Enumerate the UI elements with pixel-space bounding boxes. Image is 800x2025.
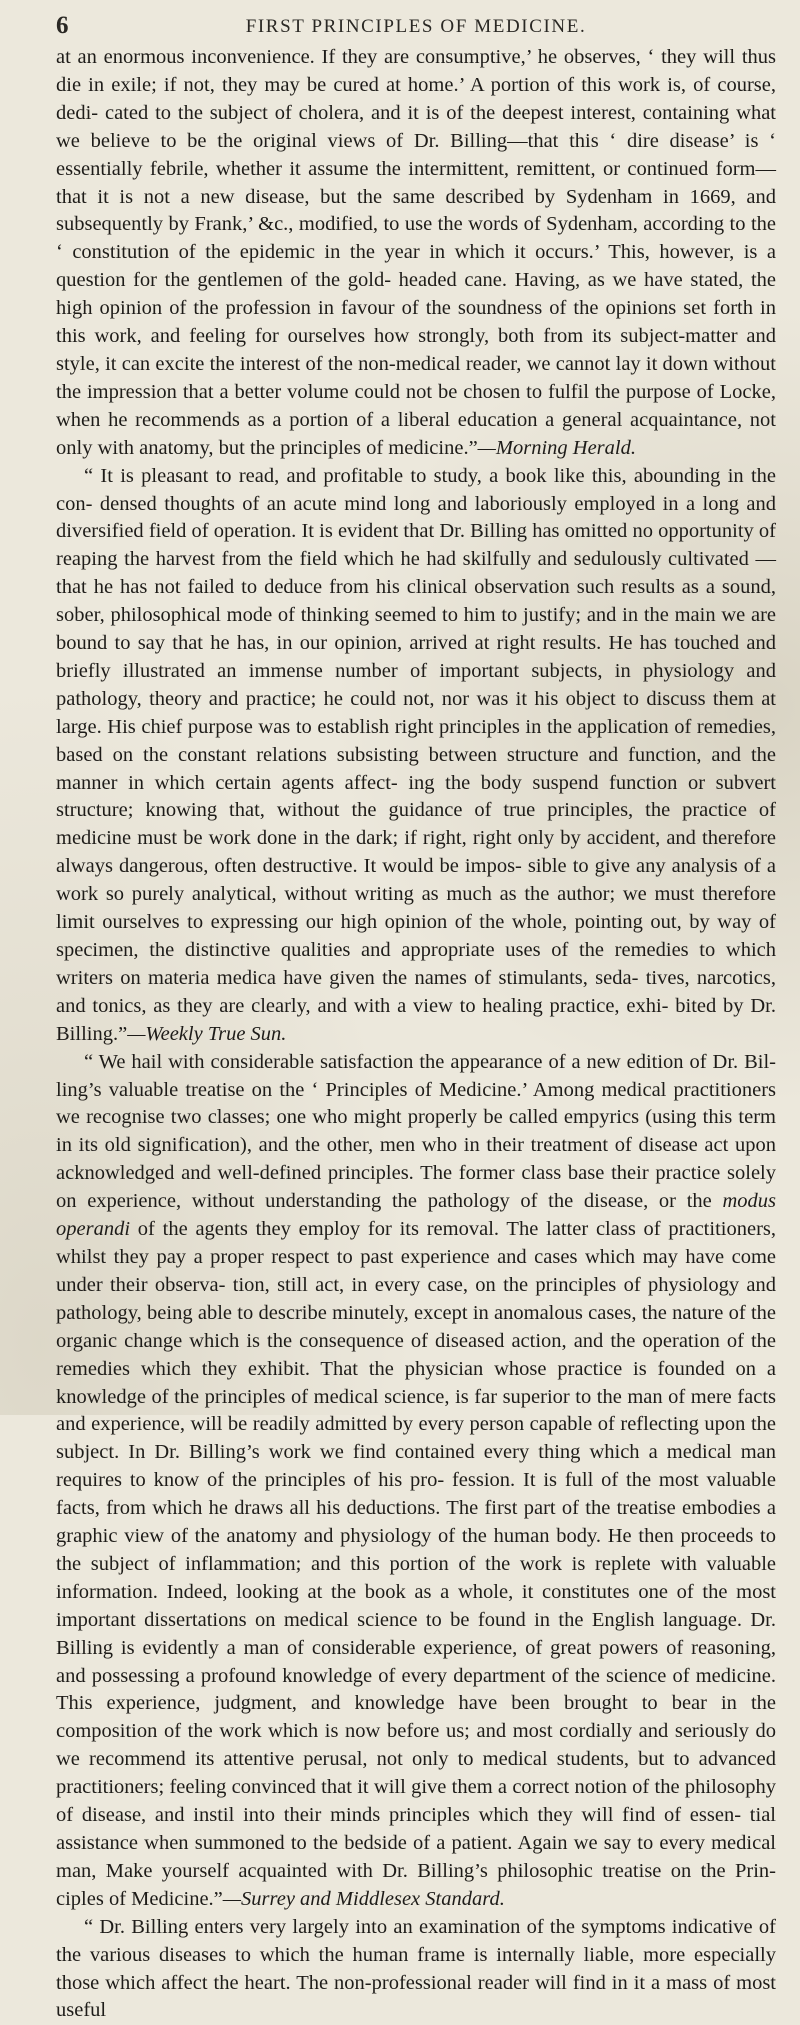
italic-phrase: modus operandi (56, 1190, 776, 1241)
citation-source: —Morning Herald. (477, 436, 636, 459)
citation-source: —Surrey and Middlesex Standard. (222, 1887, 505, 1910)
paragraph-morning-herald (56, 44, 776, 463)
paragraph-text: “ It is pleasant to read, and profitable to study, a book like this, abounding in the con- densed thoughts of an acute mind long and laboriously employed in a long and diversified field of operation. It is evident that Dr. Billing has omitted no opportunity of reaping the harvest from the field which he had skilfully and sedulously cultivated —that he has not failed to deduce from his clinical observation such results as a sound, sober, philosophical mode of thinking seemed to him to justify; and in the main we are bound to say that he has, in our opinion, arrived at right results. He has touched and briefly illustrated an immense number of important subjects, in physiology and pathology, theory and practice; he could not, nor was it his object to discuss them at large. His chief purpose was to establish right principles in the application of remedies, based on the constant relations subsisting between structure and function, and the manner in which certain agents affect- ing the body suspend function or subvert structure; knowing that, without the guidance of true principles, the practice of medicine must be work done in the dark; if right, right only by accident, and therefore always dangerous, often destructive. It would be impos- sible to give any analysis of a work so purely analytical, without writing as much as the author; we must therefore limit ourselves to expressing our high opinion of the whole, pointing out, by way of specimen, the distinctive qualities and appropriate uses of the remedies to which writers on materia medica have given the names of stimulants, seda- tives, narcotics, and tonics, as they are clearly, and with a view to healing practice, exhi- bited by Dr. Billing.” (56, 464, 776, 1045)
paragraph-surrey-standard (56, 1049, 776, 1914)
body-text (56, 44, 776, 2025)
paragraph-continued (56, 1914, 776, 2025)
running-title: FIRST PRINCIPLES OF MEDICINE. (245, 16, 587, 37)
citation-source: —Weekly True Sun. (127, 1022, 287, 1045)
paragraph-text: “ We hail with considerable satisfaction the appearance of a new edition of Dr. Bil- ling’s valuable treatise on the ‘ Principles of Medicine.’ Among medical practitioners we recognise two classes; one who might properly be called empyrics (using this term in its old signification), and the other, men who in their treatment of disease act upon acknowledged and well-defined principles. The former class base their practice solely on experience, without understanding the pathology of the disease, or the (56, 1050, 776, 1213)
page-number: 6 (56, 12, 69, 39)
page-header (56, 12, 776, 42)
paragraph-weekly-true-sun (56, 463, 776, 1049)
paragraph-text: of the agents they employ for its removal. The latter class of practitioners, whilst they pay a proper respect to past experience and cases which may have come under their observa- tion, still act, in every case, on the principles of physiology and pathology, being able to describe minutely, except in anomalous cases, the nature of the organic change which is the consequence of diseased action, and the operation of the remedies which they exhibit. That the physician whose practice is founded on a knowledge of the principles of medical science, is far superior to the man of mere facts and experience, will be readily admitted by every person capable of reflecting upon the subject. In Dr. Billing’s work we find contained every thing which a medical man requires to know of the principles of his pro- fession. It is full of the most valuable facts, from which he draws all his deductions. The first part of the treatise embodies a graphic view of the anatomy and physiology of the human body. He then proceeds to the subject of inflammation; and this portion of the work is replete with valuable information. Indeed, looking at the book as a whole, it constitutes one of the most important dissertations on medical science to be found in the English language. Dr. Billing is evidently a man of considerable experience, of great powers of reasoning, and possessing a profound knowledge of every department of the science of medicine. This experience, judgment, and knowledge have been brought to bear in the composition of the work which is now before us; and most cordially and seriously do we recommend its attentive perusal, not only to medical students, but to advanced practitioners; feeling convinced that it will give them a correct notion of the philosophy of disease, and instil into their minds principles which they will find of essen- tial assistance when summoned to the bedside of a patient. Again we say to every medical man, Make yourself acquainted with Dr. Billing’s philosophic treatise on the Prin- ciples of Medicine.” (56, 1218, 776, 1910)
paragraph-text: at an enormous inconvenience. If they are consumptive,’ he observes, ‘ they will thus die in exile; if not, they may be cured at home.’ A portion of this work is, of course, dedi- cated to the subject of cholera, and it is of the deepest interest, containing what we believe to be the original views of Dr. Billing—that this ‘ dire disease’ is ‘ essentially febrile, whether it assume the intermittent, remittent, or continued form—that it is not a new disease, but the same described by Sydenham in 1669, and subsequently by Frank,’ &c., modified, to use the words of Sydenham, according to the ‘ constitution of the epidemic in the year in which it occurs.’ This, however, is a question for the gentlemen of the gold- headed cane. Having, as we have stated, the high opinion of the profession in favour of the soundness of the opinions set forth in this work, and feeling for ourselves how strongly, both from its subject-matter and style, it can excite the interest of the non-medical reader, we cannot lay it down without the impression that a better volume could not be chosen to fulfil the purpose of Locke, when he recommends as a portion of a liberal education a general acquaintance, not only with anatomy, but the principles of medicine.” (56, 46, 776, 459)
paragraph-text: “ Dr. Billing enters very largely into an examination of the symptoms indicative of the various diseases to which the human frame is internally liable, more especially those which affect the heart. The non-professional reader will find in it a mass of most useful (56, 1915, 776, 2022)
